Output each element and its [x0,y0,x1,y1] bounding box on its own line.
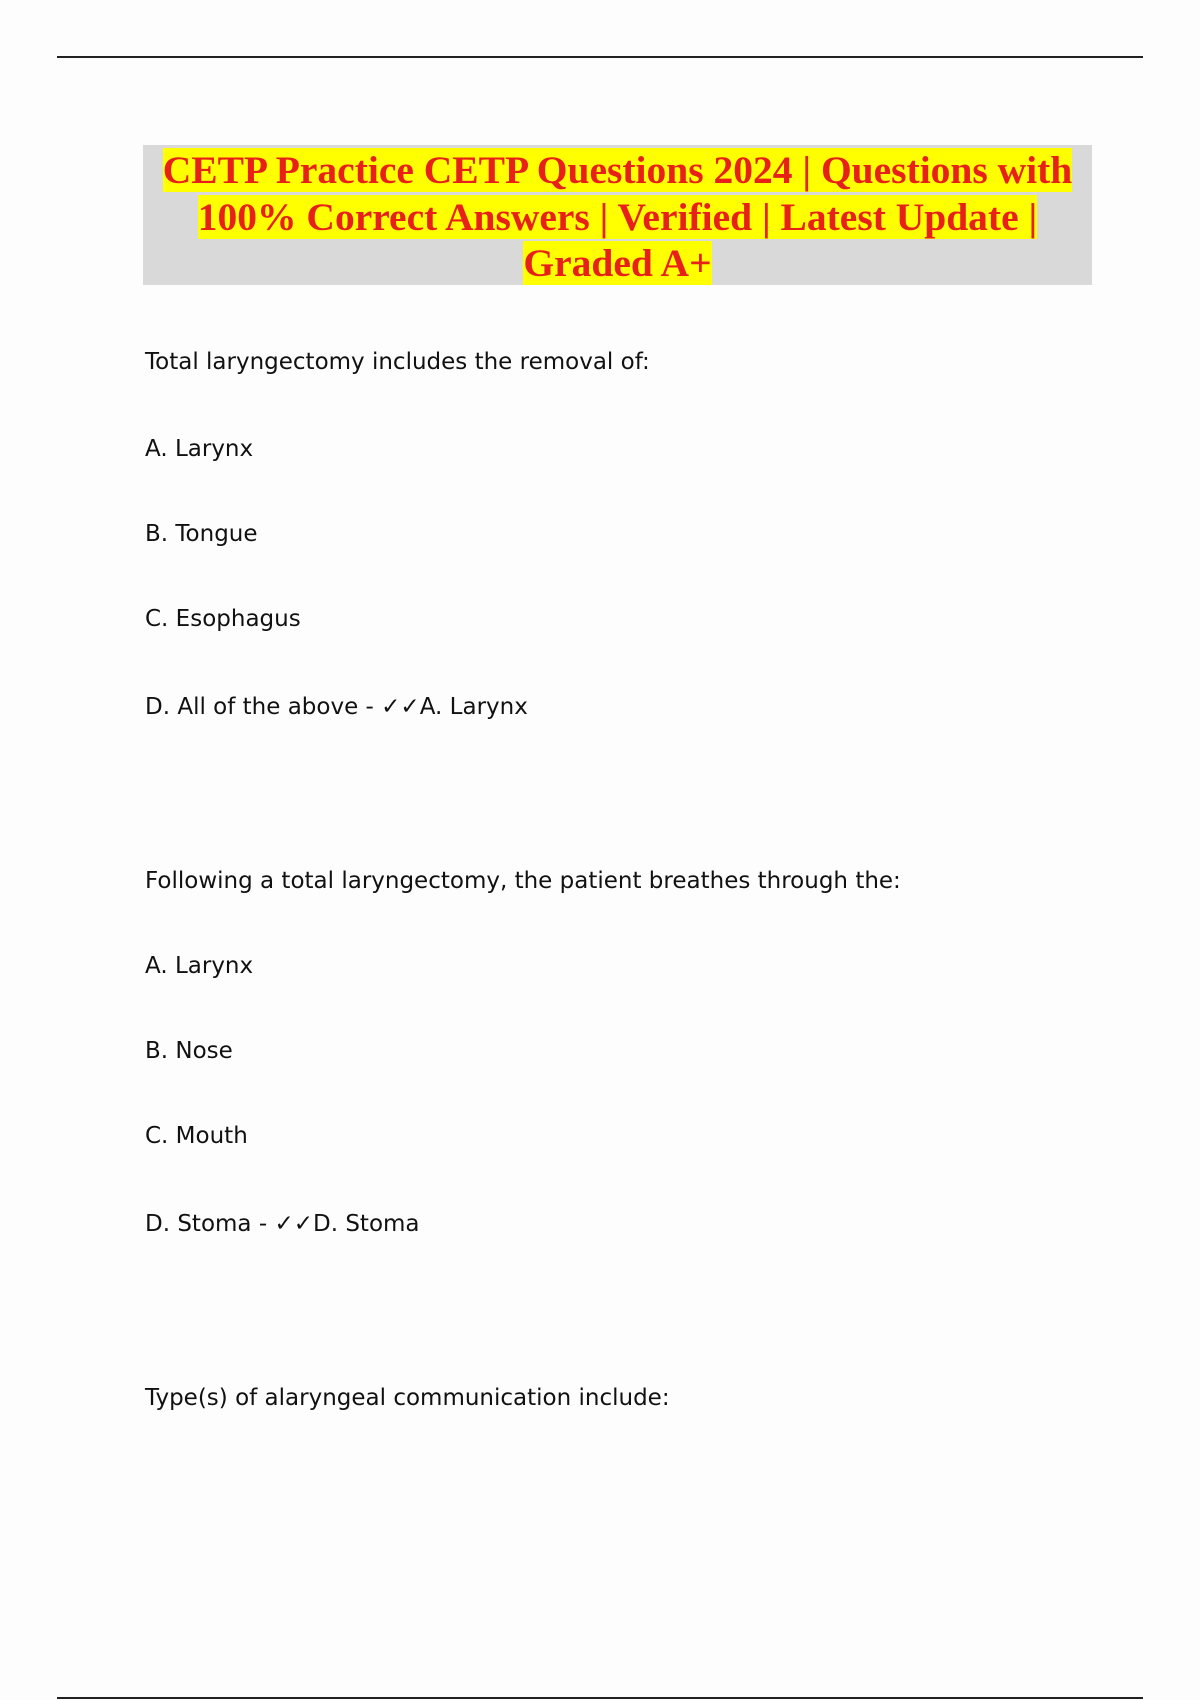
question-1-answer: A. Larynx [419,694,528,720]
question-2-prompt: Following a total laryngectomy, the patient breathes through the: [145,868,901,894]
question-2-option-d-text: D. Stoma - [145,1211,275,1237]
double-check-icon: ✓✓ [274,1211,313,1237]
footer-rule [57,1697,1143,1699]
question-2-option-a: A. Larynx [145,953,254,979]
question-1-option-d [145,692,528,722]
question-1-option-b: B. Tongue [145,521,258,547]
question-3-prompt: Type(s) of alaryngeal communication include: [145,1385,670,1411]
question-1-option-c: C. Esophagus [145,606,301,632]
question-2-option-d [145,1209,420,1239]
question-2-option-b: B. Nose [145,1038,233,1064]
title-line-1: CETP Practice CETP Questions 2024 | Questions with [162,148,1073,192]
header-rule [57,56,1143,58]
title-line-3: Graded A+ [523,241,712,285]
double-check-icon: ✓✓ [381,694,420,720]
document-title [143,147,1092,287]
question-1-prompt: Total laryngectomy includes the removal of: [145,349,650,375]
document-title-box [143,145,1092,285]
question-1-option-a: A. Larynx [145,436,254,462]
question-2-answer: D. Stoma [313,1211,420,1237]
question-2-option-c: C. Mouth [145,1123,248,1149]
question-1-option-d-text: D. All of the above - [145,694,382,720]
title-line-2: 100% Correct Answers | Verified | Latest Update | [197,194,1038,239]
